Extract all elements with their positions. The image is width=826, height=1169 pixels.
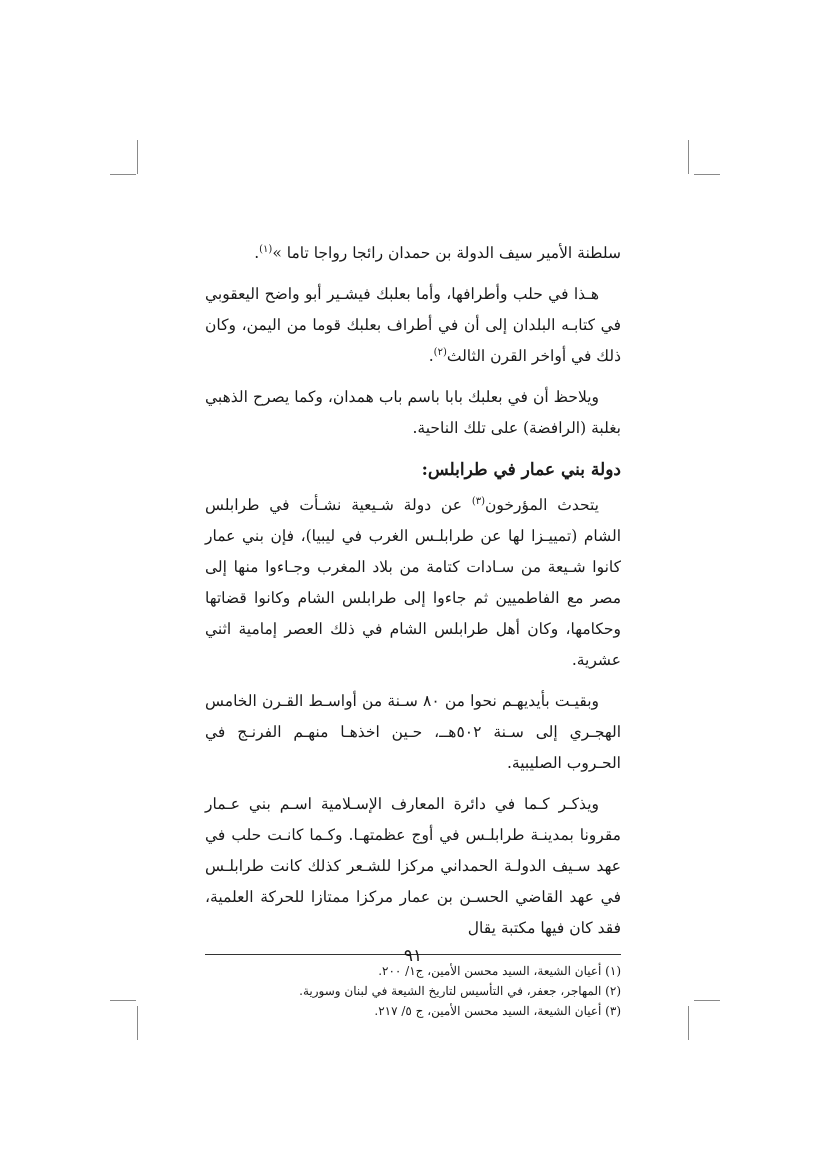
footnotes xyxy=(205,961,621,1021)
page-number: ٩١ xyxy=(403,946,423,966)
crop-mark xyxy=(110,1000,136,1001)
paragraph: يتحدث المؤرخون$^{(٣)}$ عن دولة شـيعية نشـأت في طرابلس الشام (تمييـزا لها عن طرابلـس الغرب في ليبيا)، فإن بني عمار كانوا شـيعة من سـادات كتامة من بلاد المغرب وجـاءوا منها إلى مصر مع الفاطميين ثم جاءوا إلى طرابلس الشام وكانوا قضاتها وحكامها، وكان أهل طرابلس الشام في ذلك العصر إمامية اثني عشرية. xyxy=(205,495,621,669)
footnote: (٢) المهاجر، جعفر، في التأسيس لتاريخ الشيعة في لبنان وسورية. xyxy=(299,984,621,998)
section-heading: دولة بني عمار في طرابلس: xyxy=(421,460,621,480)
page-content xyxy=(205,238,621,1021)
footnote-ref: (٢) xyxy=(433,346,447,358)
footnote: (٣) أعيان الشيعة، السيد محسن الأمين، ج ٥/ ٢١٧. xyxy=(374,1004,621,1018)
crop-mark xyxy=(110,174,136,175)
footnote-ref: (١) xyxy=(259,243,273,255)
crop-mark xyxy=(694,174,720,175)
crop-mark xyxy=(688,140,689,174)
body-text xyxy=(205,238,621,944)
paragraph: ويلاحظ أن في بعلبك بابا باسم باب همدان، وكما يصرح الذهبي بغلبة (الرافضة) على تلك الناحية. xyxy=(205,388,621,437)
paragraph: سلطنة الأمير سيف الدولة بن حمدان رائجا رواجا تاما »$^{(١)}$. xyxy=(254,243,621,262)
paragraph: وبقيـت بأيديهـم نحوا من ٨٠ سـنة من أواسـط القـرن الخامس الهجـري إلى سـنة ٥٠٢هــ، حـين اخذهـا منهـم الفرنـج في الحـروب الصليبية. xyxy=(205,692,622,772)
crop-mark xyxy=(137,140,138,174)
crop-mark xyxy=(688,1006,689,1040)
paragraph: هـذا في حلب وأطرافها، وأما بعلبك فيشـير أبو واضح اليعقوبي في كتابـه البلدان إلى أن في أطراف بعلبك قوما من اليمن، وكان ذلك في أواخر القرن الثالث$^{(٢)}$. xyxy=(205,285,621,365)
footnote-ref: (٣) xyxy=(471,495,485,507)
footnote: (١) أعيان الشيعة، السيد محسن الأمين، ج١/ ٢٠٠. xyxy=(378,964,621,978)
crop-mark xyxy=(694,1000,720,1001)
crop-mark xyxy=(137,1006,138,1040)
paragraph: ويذكـر كـما في دائرة المعارف الإسـلامية اسـم بني عـمار مقرونا بمدينـة طرابلـس في أوج عظمتهـا. وكـما كانـت حلب في عهد سـيف الدولـة الحمداني مركزا للشـعر كذلك كانت طرابلـس في عهد القاضي الحسـن بن عمار مركزا ممتازا للحركة العلمية، فقد كان فيها مكتبة يقال xyxy=(205,795,621,937)
